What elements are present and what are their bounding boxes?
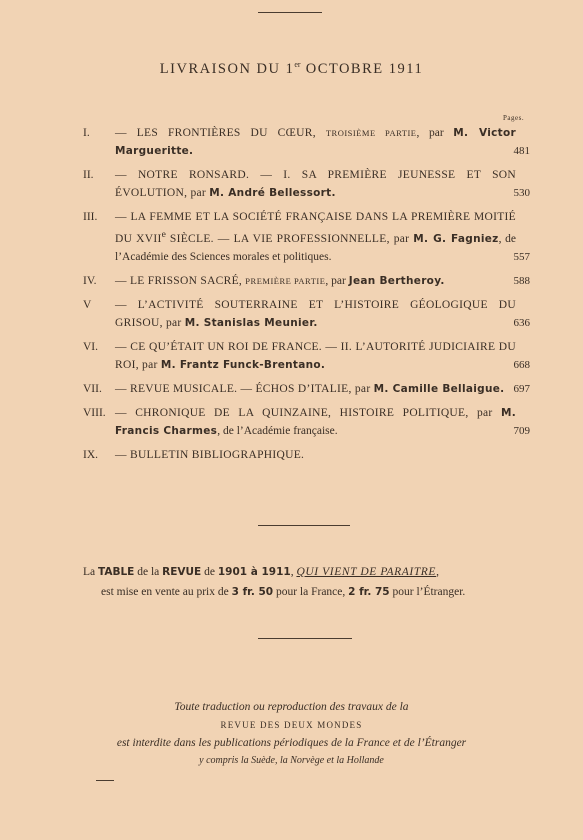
pages-column-label: Pages.: [503, 114, 525, 122]
toc-page-number: 481: [513, 145, 530, 157]
toc-author: M. Stanislas Meunier.: [184, 316, 318, 329]
toc-author: M. Francis Charmes: [115, 406, 516, 437]
toc-page-number: 668: [513, 358, 530, 371]
reproduction-notice: [0, 698, 583, 770]
toc-entry-number: III.: [83, 211, 98, 223]
issue-title: LIVRAISON DU 1er OCTOBRE 1911: [159, 60, 424, 77]
toc-text-part: e: [161, 229, 166, 240]
toc-text-part: , de l’Académie des Sciences morales et politiques.: [115, 232, 516, 263]
toc-entry: [83, 208, 530, 266]
divider-rule: [258, 525, 350, 526]
bottom-mark: [96, 780, 114, 781]
toc-text-part: SIÈCLE. — LA VIE PROFESSIONNELLE, par: [165, 232, 414, 245]
footer-line-1: Toute traduction ou reproduction des travaux de la: [174, 701, 409, 713]
toc-entry: [83, 296, 530, 332]
table-of-contents: [83, 124, 530, 470]
toc-text-part: — BULLETIN BIBLIOGRAPHIQUE.: [115, 448, 305, 461]
toc-entry-number: VIII.: [83, 406, 106, 419]
table-notice: La TABLE de la REVUE de 1901 à 1911, QUI VIENT DE PARAITRE, est mise en vente au prix de 3 fr. 50 pour la France, 2 fr. 75 pour l’Étranger.: [83, 566, 466, 598]
toc-page-number: 530: [513, 187, 530, 199]
toc-text-part: TROISIÈME PARTIE: [325, 128, 417, 138]
toc-entry-text: [115, 272, 516, 290]
toc-entry: [83, 166, 530, 202]
toc-text-part: PREMIÈRE PARTIE: [245, 275, 326, 286]
toc-entry-text: [115, 338, 516, 374]
toc-entry-number: II.: [83, 169, 94, 181]
toc-entry-text: [115, 446, 516, 464]
footer-line-4: y compris la Suède, la Norvège et la Hollande: [199, 755, 384, 766]
toc-entry-number: IX.: [83, 448, 99, 461]
toc-text-part: — LES FRONTIÈRES DU CŒUR,: [115, 127, 326, 139]
toc-entry: [83, 338, 530, 374]
toc-page-number: 709: [513, 424, 530, 437]
toc-text-part: — REVUE MUSICALE. — ÉCHOS D’ITALIE, par: [115, 382, 374, 395]
toc-text-part: — LE FRISSON SACRÉ,: [115, 274, 246, 287]
toc-entry: [83, 272, 530, 290]
toc-entry-text: [115, 296, 516, 332]
toc-entry: [83, 446, 530, 464]
toc-author: M. Camille Bellaigue.: [373, 382, 505, 395]
toc-entry-number: V: [83, 298, 92, 311]
toc-text-part: , par: [325, 274, 349, 287]
toc-page-number: 588: [513, 274, 530, 287]
toc-text-part: , par: [416, 127, 454, 139]
toc-entry-text: [115, 124, 516, 160]
toc-entry-text: [115, 404, 516, 440]
divider-rule-2: [258, 638, 352, 639]
toc-author: M. Victor Margueritte.: [115, 127, 516, 157]
toc-entry: [83, 124, 530, 160]
toc-author: M. André Bellessort.: [209, 187, 336, 199]
toc-entry-number: VII.: [83, 382, 102, 395]
toc-entry-number: VI.: [83, 340, 99, 353]
toc-page-number: 697: [513, 382, 530, 395]
toc-entry-text: [115, 380, 516, 398]
toc-page-number: 636: [513, 316, 530, 329]
toc-entry: [83, 404, 530, 440]
footer-journal-name: REVUE DES DEUX MONDES: [220, 720, 363, 730]
footer-line-3: est interdite dans les publications périodiques de la France et de l’Étranger: [116, 737, 467, 749]
new-publication-underlined: QUI VIENT DE PARAITRE: [296, 566, 437, 578]
toc-entry-text: [115, 208, 516, 266]
toc-text-part: — CHRONIQUE DE LA QUINZAINE, HISTOIRE POLITIQUE, par: [115, 406, 501, 419]
toc-entry-number: IV.: [83, 274, 97, 287]
toc-page-number: 557: [513, 250, 530, 263]
toc-author: M. Frantz Funck-Brentano.: [160, 358, 326, 371]
toc-text-part: , de l’Académie française.: [217, 424, 338, 437]
toc-author: Jean Bertheroy.: [348, 274, 445, 287]
toc-text-part: — L’ACTIVITÉ SOUTERRAINE ET L’HISTOIRE GÉOLOGIQUE DU GRISOU, par: [115, 298, 516, 329]
toc-text-part: — NOTRE RONSARD. — I. SA PREMIÈRE JEUNESSE ET SON ÉVOLUTION, par: [115, 169, 516, 199]
toc-author: M. G. Fagniez: [413, 232, 499, 245]
toc-entry-text: [115, 166, 516, 202]
toc-text-part: — CE QU’ÉTAIT UN ROI DE FRANCE. — II. L’AUTORITÉ JUDICIAIRE DU ROI, par: [115, 340, 516, 371]
toc-entry: [83, 380, 530, 398]
top-rule: [258, 12, 322, 13]
toc-text-part: — LA FEMME ET LA SOCIÉTÉ FRANÇAISE DANS LA PREMIÈRE MOITIÉ DU XVII: [115, 211, 516, 245]
toc-entry-number: I.: [83, 127, 90, 139]
